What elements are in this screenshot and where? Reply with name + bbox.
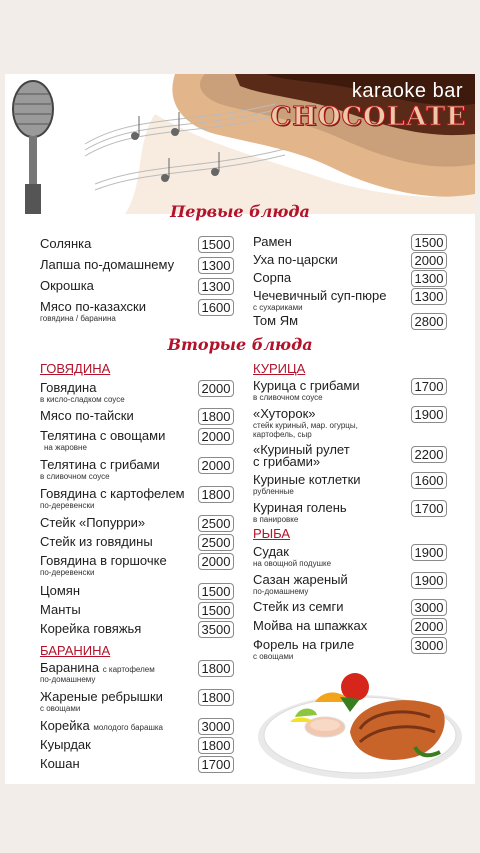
menu-item bbox=[40, 428, 232, 452]
item-name: Солянка bbox=[40, 236, 92, 251]
category-fish: РЫБА bbox=[253, 526, 291, 541]
item-price: 1500 bbox=[198, 236, 234, 253]
item-price: 1800 bbox=[198, 660, 234, 677]
item-price: 1300 bbox=[411, 288, 447, 305]
item-name: Курица с грибами bbox=[253, 378, 360, 393]
menu-item bbox=[40, 602, 232, 617]
item-price: 1700 bbox=[411, 500, 447, 517]
item-sub: с овощами bbox=[253, 652, 294, 661]
menu-item bbox=[253, 500, 445, 524]
menu-item bbox=[40, 380, 232, 404]
item-name: Том Ям bbox=[253, 313, 299, 328]
category-lamb: БАРАНИНА bbox=[40, 643, 111, 658]
menu-item bbox=[253, 618, 445, 633]
menu-item bbox=[253, 472, 445, 496]
item-name: Стейк «Попурри» bbox=[40, 515, 146, 530]
item-price: 1500 bbox=[198, 602, 234, 619]
item-name: «Хуторок» bbox=[253, 406, 316, 421]
item-price: 1700 bbox=[198, 756, 234, 773]
item-price: 3000 bbox=[411, 637, 447, 654]
menu-item bbox=[253, 544, 445, 568]
item-price: 1800 bbox=[198, 486, 234, 503]
menu-item bbox=[40, 457, 232, 481]
menu-item bbox=[253, 444, 445, 468]
menu-item bbox=[40, 689, 232, 713]
menu-item bbox=[253, 270, 445, 285]
menu-item bbox=[40, 583, 232, 598]
item-name: Окрошка bbox=[40, 278, 94, 293]
item-sub: по-деревенски bbox=[40, 568, 95, 577]
menu-item bbox=[253, 252, 445, 267]
item-price: 1300 bbox=[198, 278, 234, 295]
item-price: 1300 bbox=[411, 270, 447, 287]
item-price: 1500 bbox=[198, 583, 234, 600]
item-sub: в сливочном соусе bbox=[253, 393, 323, 402]
menu-item bbox=[253, 313, 445, 328]
item-name: Сорпа bbox=[253, 270, 292, 285]
item-name: Чечевичный суп-пюре bbox=[253, 288, 387, 303]
item-price: 1800 bbox=[198, 408, 234, 425]
item-name: Сазан жареный bbox=[253, 572, 348, 587]
item-sub: по-домашнему bbox=[40, 675, 96, 684]
item-name: «Куриный рулет bbox=[253, 442, 350, 457]
menu-item bbox=[253, 572, 445, 596]
section-title-first: Первые блюда bbox=[170, 202, 310, 221]
menu-item bbox=[40, 756, 232, 771]
menu-header bbox=[5, 74, 475, 214]
item-name: Форель на гриле bbox=[253, 637, 355, 652]
item-name: Мясо по-казахски bbox=[40, 299, 147, 314]
item-sub: на овощной подушке bbox=[253, 559, 332, 568]
item-price: 2000 bbox=[411, 618, 447, 635]
item-inline-sub: с картофелем bbox=[102, 665, 155, 674]
menu-item bbox=[40, 257, 232, 272]
menu-item bbox=[40, 278, 232, 293]
item-price: 1300 bbox=[198, 257, 234, 274]
item-name: Телятина с грибами bbox=[40, 457, 160, 472]
item-name: Говядина с картофелем bbox=[40, 486, 185, 501]
item-sub: с сухариками bbox=[253, 303, 303, 312]
category-beef: ГОВЯДИНА bbox=[40, 361, 111, 376]
menu-item bbox=[253, 288, 445, 312]
item-name: Корейка молодого барашка bbox=[40, 718, 163, 733]
item-name: Лапша по-домашнему bbox=[40, 257, 175, 272]
item-sub: по-деревенски bbox=[40, 501, 95, 510]
item-price: 2000 bbox=[198, 380, 234, 397]
item-name: Рамен bbox=[253, 234, 292, 249]
item-name: Куриные котлетки bbox=[253, 472, 361, 487]
item-sub: стейк куриный, мар. огурцы, bbox=[253, 421, 358, 430]
item-price: 2000 bbox=[411, 252, 447, 269]
item-name: Кошан bbox=[40, 756, 80, 771]
item-sub: картофель, сыр bbox=[253, 430, 312, 439]
item-name: Судак bbox=[253, 544, 289, 559]
brand-subtitle: karaoke bar bbox=[351, 80, 463, 102]
item-price: 2500 bbox=[198, 534, 234, 551]
item-name: Манты bbox=[40, 602, 81, 617]
item-price: 1600 bbox=[411, 472, 447, 489]
menu-item bbox=[253, 234, 445, 249]
item-name: Куриная голень bbox=[253, 500, 347, 515]
item-name: Цомян bbox=[40, 583, 81, 598]
menu-item bbox=[253, 599, 445, 614]
item-price: 1800 bbox=[198, 737, 234, 754]
menu-item bbox=[40, 660, 232, 684]
menu-item bbox=[40, 515, 232, 530]
item-name: Мясо по-тайски bbox=[40, 408, 134, 423]
item-sub: говядина / баранина bbox=[40, 314, 116, 323]
item-sub: в кисло-сладком соусе bbox=[40, 395, 125, 404]
item-name: Жареные ребрышки bbox=[40, 689, 163, 704]
item-name: Корейка говяжья bbox=[40, 621, 142, 636]
item-name-line2: с грибами» bbox=[253, 454, 321, 469]
item-sub: в панировке bbox=[253, 515, 299, 524]
item-inline-sub: молодого барашка bbox=[93, 723, 163, 732]
item-price: 2800 bbox=[411, 313, 447, 330]
item-price: 1900 bbox=[411, 572, 447, 589]
item-price: 3500 bbox=[198, 621, 234, 638]
menu-item bbox=[253, 378, 445, 402]
item-price: 1900 bbox=[411, 406, 447, 423]
item-sub: в сливочном соусе bbox=[40, 472, 110, 481]
section-title-second: Вторые блюда bbox=[167, 335, 313, 354]
item-name: Мойва на шпажках bbox=[253, 618, 368, 633]
music-notes-icon bbox=[75, 74, 295, 214]
item-name: Телятина с овощами bbox=[40, 428, 166, 443]
item-price: 3000 bbox=[411, 599, 447, 616]
item-name: Куырдак bbox=[40, 737, 91, 752]
item-price: 1500 bbox=[411, 234, 447, 251]
item-price: 1900 bbox=[411, 544, 447, 561]
category-chicken: КУРИЦА bbox=[253, 361, 306, 376]
menu-item bbox=[40, 486, 232, 510]
item-price: 1600 bbox=[198, 299, 234, 316]
item-price: 2500 bbox=[198, 515, 234, 532]
item-price: 1800 bbox=[198, 689, 234, 706]
item-price: 1700 bbox=[411, 378, 447, 395]
item-sub: по-домашнему bbox=[253, 587, 309, 596]
menu-item bbox=[40, 534, 232, 549]
menu-item bbox=[40, 621, 232, 636]
item-name: Говядина в горшочке bbox=[40, 553, 167, 568]
item-name: Баранина с картофелем bbox=[40, 660, 155, 675]
item-sub: рубленные bbox=[253, 487, 294, 496]
item-sub: на жаровне bbox=[44, 443, 87, 452]
item-name: Говядина bbox=[40, 380, 97, 395]
item-sub: с овощами bbox=[40, 704, 81, 713]
brand-title: CHOCOLATE bbox=[270, 102, 467, 132]
menu-item bbox=[40, 718, 232, 733]
item-price: 2200 bbox=[411, 446, 447, 463]
menu-item bbox=[40, 737, 232, 752]
menu-card bbox=[5, 74, 475, 784]
menu-item bbox=[253, 406, 445, 439]
item-price: 3000 bbox=[198, 718, 234, 735]
menu-item bbox=[40, 408, 232, 423]
item-price: 2000 bbox=[198, 428, 234, 445]
item-name: Стейк из говядины bbox=[40, 534, 153, 549]
item-price: 2000 bbox=[198, 553, 234, 570]
item-price: 2000 bbox=[198, 457, 234, 474]
item-name: Стейк из семги bbox=[253, 599, 344, 614]
menu-item bbox=[40, 236, 232, 251]
menu-item bbox=[40, 553, 232, 577]
item-name: Уха по-царски bbox=[253, 252, 338, 267]
grilled-fish-plate-image bbox=[255, 657, 465, 782]
menu-item bbox=[40, 299, 232, 323]
